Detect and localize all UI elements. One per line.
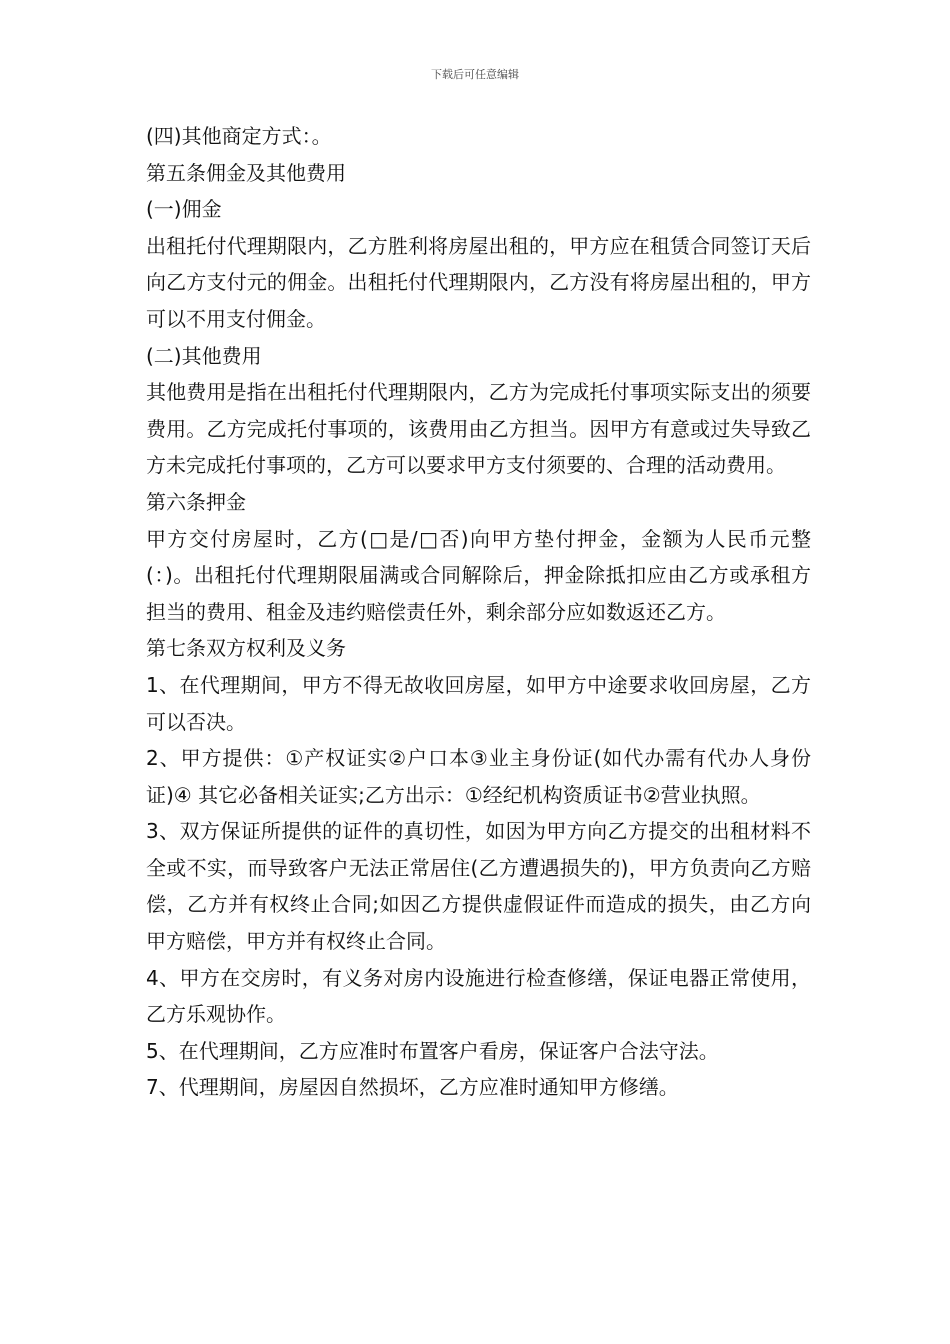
clause-other-method: (四)其他商定方式：。 <box>146 124 332 148</box>
subheading-other-fees: (二)其他费用 <box>146 343 262 368</box>
list-item-2: 2、甲方提供：①产权证实②户口本③业主身份证(如代办需有代办人身份证)④ 其它必备相关证实;乙方出示：①经纪机构资质证书②营业执照。 <box>146 746 811 807</box>
list-item-5: 5、在代理期间，乙方应准时布置客户看房，保证客户合法守法。 <box>146 1038 719 1063</box>
section-heading-6: 第六条押金 <box>146 489 246 514</box>
paragraph-commission: 出租托付代理期限内，乙方胜利将房屋出租的，甲方应在租赁合同签订天后向乙方支付元的佣金。出租托付代理期限内，乙方没有将房屋出租的，甲方可以不用支付佣金。 <box>146 233 811 331</box>
list-item-7: 7、代理期间，房屋因自然损坏，乙方应准时通知甲方修缮。 <box>146 1075 679 1100</box>
paragraph-other-fees: 其他费用是指在出租托付代理期限内，乙方为完成托付事项实际支出的须要费用。乙方完成托付事项的，该费用由乙方担当。因甲方有意或过失导致乙方未完成托付事项的，乙方可以要求甲方支付须要的、合理的活动费用。 <box>146 380 811 478</box>
section-heading-7: 第七条双方权利及义务 <box>146 636 346 661</box>
document-body <box>146 118 811 1106</box>
list-item-3: 3、双方保证所提供的证件的真切性，如因为甲方向乙方提交的出租材料不全或不实，而导致客户无法正常居住(乙方遭遇损失的)，甲方负责向乙方赔偿，乙方并有权终止合同;如因乙方提供虚假证件而造成的损失，由乙方向甲方赔偿，甲方并有权终止合同。 <box>146 819 811 954</box>
list-item-1: 1、在代理期间，甲方不得无故收回房屋，如甲方中途要求收回房屋，乙方可以否决。 <box>146 672 811 734</box>
section-heading-5: 第五条佣金及其他费用 <box>146 160 346 185</box>
list-item-4: 4、甲方在交房时，有义务对房内设施进行检查修缮，保证电器正常使用，乙方乐观协作。 <box>146 965 811 1027</box>
subheading-commission: (一)佣金 <box>146 197 222 222</box>
paragraph-deposit: 甲方交付房屋时，乙方(□是/□否)向甲方垫付押金，金额为人民币元整(：)。出租托付代理期限届满或合同解除后，押金除抵扣应由乙方或承租方担当的费用、租金及违约赔偿责任外，剩余部分应如数返还乙方。 <box>146 526 811 624</box>
header-note: 下载后可任意编辑 <box>431 68 519 81</box>
